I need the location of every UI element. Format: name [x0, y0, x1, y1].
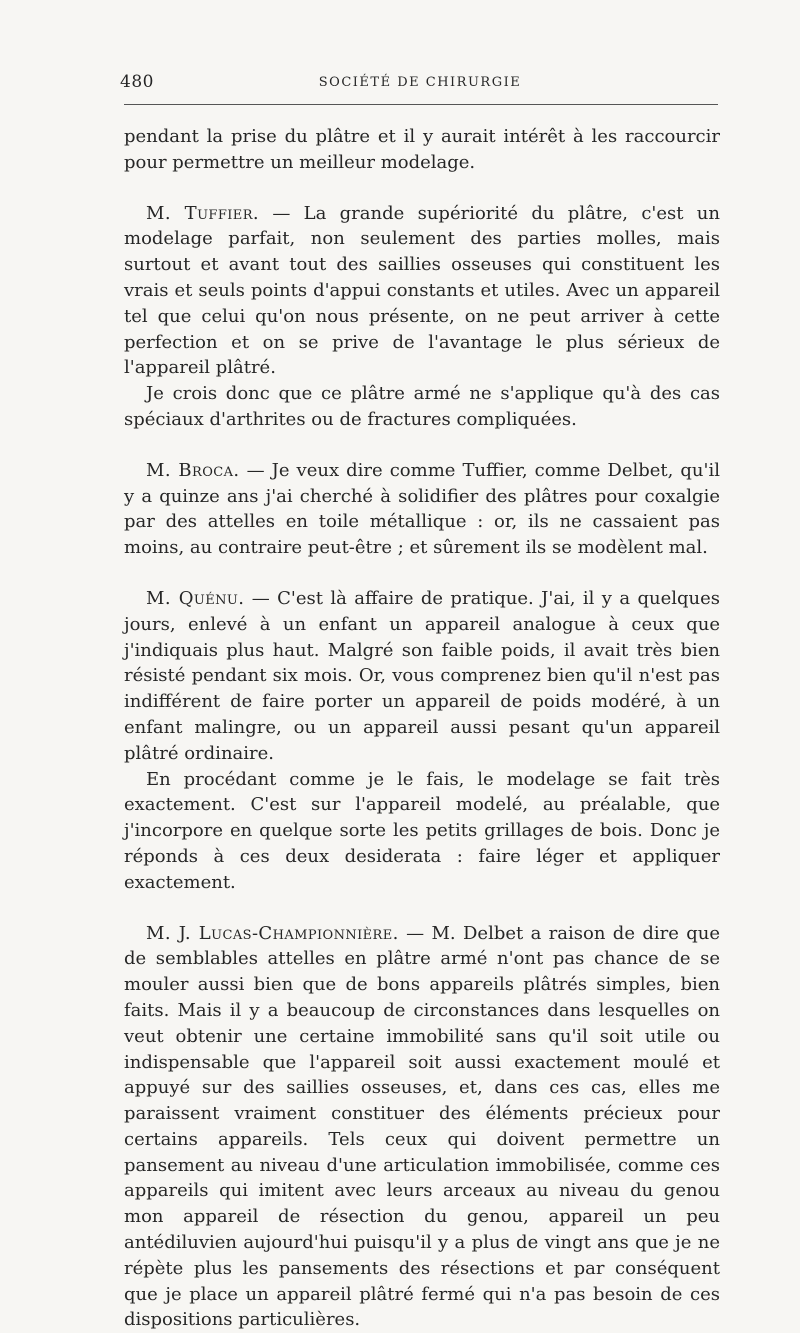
- paragraph: [124, 921, 720, 1333]
- speaker-name: M. Quénu.: [146, 587, 245, 609]
- running-title: SOCIÉTÉ DE CHIRURGIE: [318, 75, 522, 90]
- paragraph-text: En procédant comme je le fais, le modelage se fait très exactement. C'est sur l'appareil modelé, au préalable, que j'incorpore en quelque sorte les petits grillages de bois. Donc je réponds à ces deux desiderata : faire léger et appliquer exactement.: [124, 768, 720, 893]
- running-head: [120, 72, 720, 96]
- paragraph-text: pendant la prise du plâtre et il y aurait intérêt à les raccourcir pour permettre un meilleur modelage.: [124, 126, 720, 173]
- paragraph: [124, 767, 720, 896]
- body-text: [124, 124, 720, 1333]
- page-number: 480: [120, 72, 154, 92]
- header-rule: [124, 104, 718, 105]
- paragraph: [124, 201, 720, 382]
- paragraph-text: Je crois donc que ce plâtre armé ne s'applique qu'à des cas spéciaux d'arthrites ou de fractures compliquées.: [124, 383, 720, 430]
- paragraph-text: — M. Delbet a raison de dire que de semblables attelles en plâtre armé n'ont pas chance de se mouler aussi bien que de bons appareils plâtrés simples, bien faits. Mais il y a beaucoup de circonstances dans lesquelles on veut obtenir une certaine immobilité sans qu'il soit utile ou indispensable que l'appareil soit aussi exactement moulé et appuyé sur des saillies osseuses, et, dans ces cas, elles me paraissent vraiment constituer des éléments précieux pour certains appareils. Tels ceux qui doivent permettre un pansement au niveau d'une articulation immobilisée, comme ces appareils qui imitent avec leurs arceaux au niveau du genou mon appareil de résection du genou, appareil un peu antédiluvien aujourd'hui puisqu'il y a plus de vingt ans que je ne répète plus les pansements des résections et par conséquent que je place un appareil plâtré fermé qui n'a pas besoin de ces dispositions particulières.: [124, 922, 720, 1331]
- paragraph: [124, 586, 720, 767]
- paragraph: [124, 458, 720, 561]
- speaker-name: M. J. Lucas-Championnière.: [146, 922, 399, 944]
- paragraph-text: — C'est là affaire de pratique. J'ai, il y a quelques jours, enlevé à un enfant un appareil analogue à ceux que j'indiquais plus haut. Malgré son faible poids, il avait très bien résisté pendant six mois. Or, vous comprenez bien qu'il n'est pas indifférent de faire porter un appareil de poids modéré, à un enfant malingre, ou un appareil aussi pesant qu'un appareil plâtré ordinaire.: [124, 587, 720, 764]
- speaker-name: M. Tuffier.: [146, 202, 260, 224]
- speaker-name: M. Broca.: [146, 459, 240, 481]
- paragraph: [124, 124, 720, 176]
- paragraph: [124, 381, 720, 433]
- paragraph-text: — La grande supériorité du plâtre, c'est un modelage parfait, non seulement des parties molles, mais surtout et avant tout des saillies osseuses qui constituent les vrais et seuls points d'appui constants et utiles. Avec un appareil tel que celui qu'on nous présente, on ne peut arriver à cette perfection et on se prive de l'avantage le plus sérieux de l'appareil plâtré.: [124, 202, 720, 379]
- paragraph-text: — Je veux dire comme Tuffier, comme Delbet, qu'il y a quinze ans j'ai cherché à solidifier des plâtres pour coxalgie par des attelles en toile métallique : or, ils ne cassaient pas moins, au contraire peut-être ; et sûrement ils se modèlent mal.: [124, 459, 720, 559]
